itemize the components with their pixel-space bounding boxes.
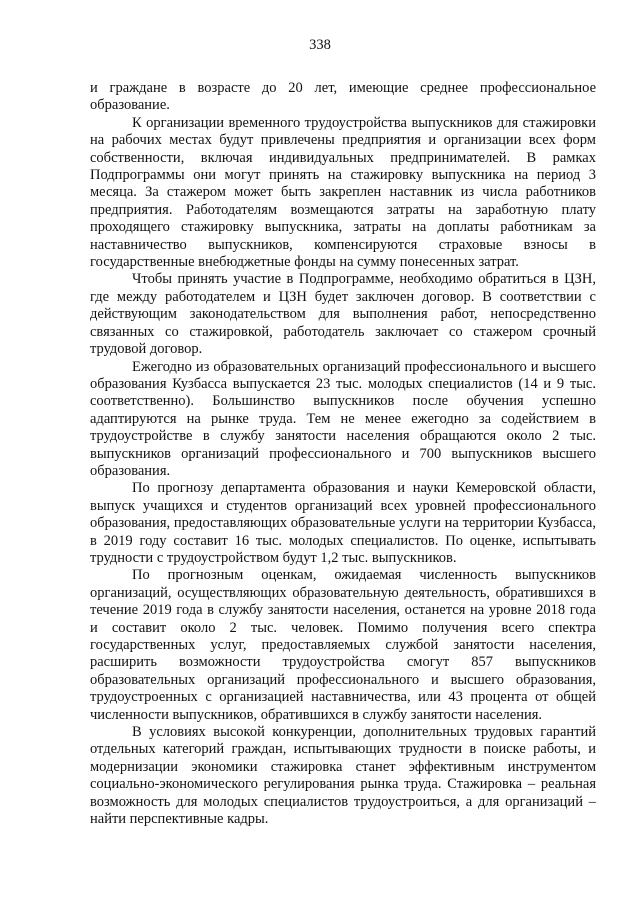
paragraph: В условиях высокой конкуренции, дополнительных трудовых гарантий отдельных категорий граждан, испытывающих трудности в поиске работы, и модернизации экономики стажировка станет эффективным инструментом социально-экономического регулирования рынка труда. Стажировка – реальная возможность для молодых специалистов трудоустроиться, а для организаций – найти перспективные кадры. [90,724,596,828]
paragraph: Чтобы принять участие в Подпрограмме, необходимо обратиться в ЦЗН, где между работодателем и ЦЗН будет заключен договор. В соответствии с действующим законодательством для выполнения работ, непосредственно связанных со стажировкой, работодатель заключает со стажером срочный трудовой договор. [90,271,596,358]
paragraph-continuation: и граждане в возрасте до 20 лет, имеющие среднее профессиональное образование. [90,80,596,114]
body-text [90,80,596,828]
paragraph: К организации временного трудоустройства выпускников для стажировки на рабочих местах будут привлечены предприятия и организации всех форм собственности, включая индивидуальных предпринимателей. В рамках Подпрограммы они могут принять на стажировку выпускника на период 3 месяца. За стажером может быть закреплен наставник из числа работников предприятия. Работодателям возмещаются затраты на заработную плату проходящего стажировку выпускника, затраты на доплаты работникам за наставничество выпускников, компенсируются страховые взносы в государственные внебюджетные фонды на сумму понесенных затрат. [90,114,596,271]
paragraph: По прогнозным оценкам, ожидаемая численность выпускников организаций, осуществляющих образовательную деятельность, обратившихся в течение 2019 года в службу занятости населения, останется на уровне 2018 года и составит около 2 тыс. человек. Помимо получения всего спектра государственных услуг, предоставляемых службой занятости населения, расширить возможности трудоустройства смогут 857 выпускников образовательных организаций профессионального и высшего образования, трудоустроенных с организацией наставничества, или 43 процента от общей численности выпускников, обратившихся в службу занятости населения. [90,567,596,723]
paragraph: Ежегодно из образовательных организаций профессионального и высшего образования Кузбасса выпускается 23 тыс. молодых специалистов (14 и 9 тыс. соответственно). Большинство выпускников после обучения успешно адаптируются на рынке труда. Тем не менее ежегодно за содействием в трудоустройстве в службу занятости населения обращаются около 2 тыс. выпускников организаций профессионального и 700 выпускников высшего образования. [90,358,596,479]
page-number: 338 [309,37,331,53]
paragraph: По прогнозу департамента образования и науки Кемеровской области, выпуск учащихся и студентов организаций всех уровней профессионального образования, предоставляющих образовательные услуги на территории Кузбасса, в 2019 году составит 16 тыс. молодых специалистов. По оценке, испытывать трудности с трудоустройством будут 1,2 тыс. выпускников. [90,480,596,566]
